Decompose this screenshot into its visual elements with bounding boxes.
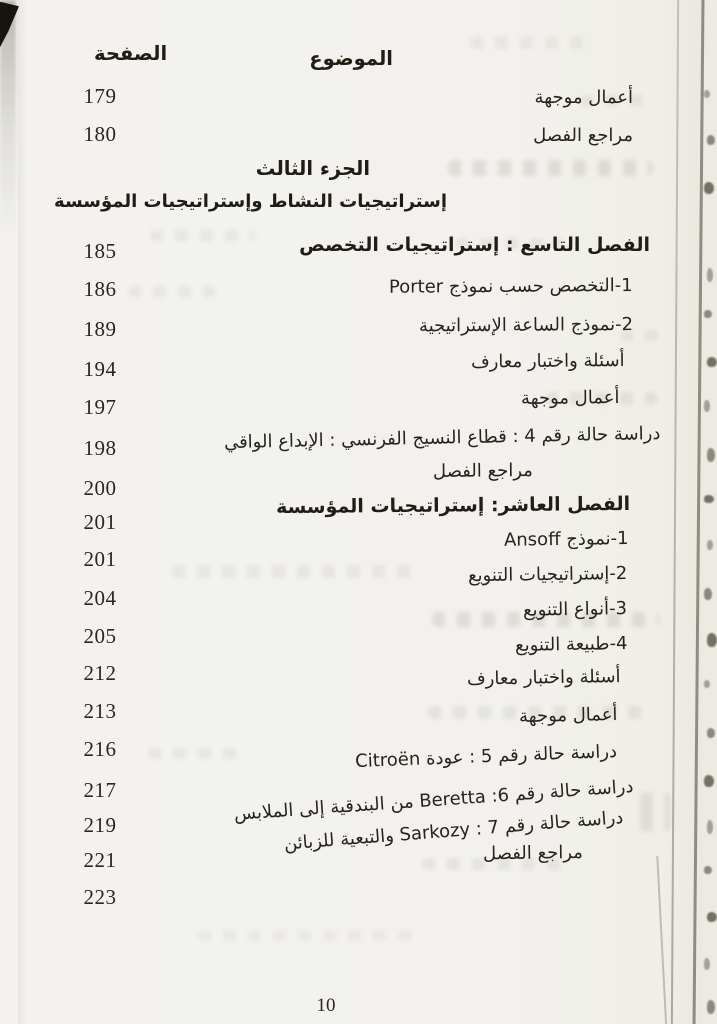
toc-entry-topic: 2-إستراتيجيات التنويع [467, 563, 628, 587]
adjacent-page-glyph-fragment [704, 588, 712, 600]
toc-entry-page-number: 180 [83, 122, 117, 146]
bleedthrough-mark [470, 36, 590, 49]
toc-entry-page-number: 189 [83, 317, 117, 341]
toc-entry-page-number: 205 [83, 624, 117, 648]
toc-entry-topic: دراسة حالة رقم 4 : قطاع النسيج الفرنسي : الإبداع الواقي [223, 423, 661, 454]
adjacent-page-glyph-fragment [704, 90, 710, 98]
adjacent-page-glyph-fragment [707, 728, 715, 738]
adjacent-page-glyph-fragment [707, 912, 717, 922]
adjacent-page-glyph-fragment [704, 182, 714, 194]
adjacent-page-glyph-fragment [707, 357, 717, 367]
toc-entry-page-number: 186 [83, 277, 117, 301]
adjacent-page-glyph-fragment [707, 448, 715, 462]
adjacent-page-glyph-fragment [707, 633, 717, 647]
toc-entry-page-number: 200 [83, 476, 117, 500]
toc-entry-topic: 1-التخصص حسب نموذج Porter [389, 275, 634, 298]
bleedthrough-mark [448, 160, 653, 176]
bleedthrough-mark [640, 792, 670, 832]
bleedthrough-mark [128, 286, 216, 297]
column-header-page: الصفحة [94, 42, 168, 65]
toc-chapter-heading: الفصل التاسع : إستراتيجيات التخصص [299, 234, 650, 256]
toc-entry-topic: أعمال موجهة [534, 87, 633, 108]
toc-entry-topic: 1-نموذج Ansoff [504, 528, 630, 551]
toc-entry-topic: مراجع الفصل [483, 842, 584, 865]
toc-entry-topic: 2-نموذج الساعة الإستراتيجية [418, 314, 634, 337]
toc-entry-page-number: 219 [83, 813, 117, 837]
adjacent-page-glyph-fragment [707, 135, 715, 145]
adjacent-page-glyph-fragment [704, 680, 710, 688]
toc-entry-topic: 3-أنواع التنويع [522, 598, 628, 621]
toc-chapter-heading: الفصل العاشر: إستراتيجيات المؤسسة [275, 493, 631, 519]
adjacent-page-glyph-fragment [704, 400, 710, 412]
toc-entry-topic: أسئلة واختبار معارف [471, 350, 626, 373]
toc-entry-page-number: 198 [83, 436, 117, 460]
bleedthrough-mark [150, 230, 255, 241]
toc-entry-page-number: 197 [83, 395, 117, 419]
toc-entry-topic: 4-طبيعة التنويع [514, 633, 628, 656]
page-edge-line [656, 856, 667, 1024]
toc-part-heading: إستراتيجيات النشاط وإستراتيجيات المؤسسة [54, 191, 447, 212]
toc-entry-topic: دراسة حالة رقم 7 : Sarkozy والتبعية للزبائن [282, 807, 624, 855]
toc-entry-topic: أسئلة واختبار معارف [467, 666, 622, 690]
toc-entry-page-number: 201 [83, 547, 117, 571]
page-number-footer: 10 [316, 995, 336, 1016]
adjacent-page-glyph-fragment [707, 268, 713, 282]
toc-part-heading: الجزء الثالث [255, 157, 370, 180]
column-header-topic: الموضوع [309, 47, 393, 70]
toc-entry-page-number: 217 [83, 778, 117, 802]
bleedthrough-mark [148, 748, 238, 759]
toc-entry-topic: مراجع الفصل [533, 125, 633, 146]
bleedthrough-mark [172, 565, 422, 578]
toc-entry-page-number: 179 [83, 84, 117, 108]
adjacent-page-glyph-fragment [704, 310, 712, 318]
toc-entry-topic: دراسة حالة رقم 6: Beretta من البندقية إلى الملابس [232, 776, 634, 825]
toc-entry-topic: مراجع الفصل [433, 460, 534, 483]
bleedthrough-mark [198, 930, 418, 941]
toc-entry-page-number: 223 [83, 885, 117, 909]
page-edge-line [671, 0, 679, 1024]
adjacent-page-glyph-fragment [704, 495, 714, 503]
toc-entry-page-number: 204 [83, 586, 117, 610]
page-crease [18, 0, 28, 1024]
toc-entry-topic: أعمال موجهة [518, 704, 618, 728]
adjacent-page-glyph-fragment [704, 775, 714, 787]
toc-entry-page-number: 201 [83, 510, 117, 534]
toc-entry-page-number: 221 [83, 848, 117, 872]
toc-entry-page-number: 213 [83, 699, 117, 723]
toc-entry-topic: دراسة حالة رقم 5 : عودة Citroën [354, 741, 618, 773]
adjacent-page-glyph-fragment [707, 820, 713, 834]
toc-entry-page-number: 185 [83, 239, 117, 263]
adjacent-page-glyph-fragment [707, 540, 713, 550]
adjacent-page-glyph-fragment [707, 1000, 715, 1014]
toc-entry-page-number: 194 [83, 357, 117, 381]
adjacent-page-glyph-fragment [704, 866, 712, 874]
toc-entry-page-number: 212 [83, 661, 117, 685]
toc-entry-topic: أعمال موجهة [520, 387, 620, 410]
toc-entry-page-number: 216 [83, 737, 117, 761]
adjacent-page-glyph-fragment [704, 958, 710, 970]
